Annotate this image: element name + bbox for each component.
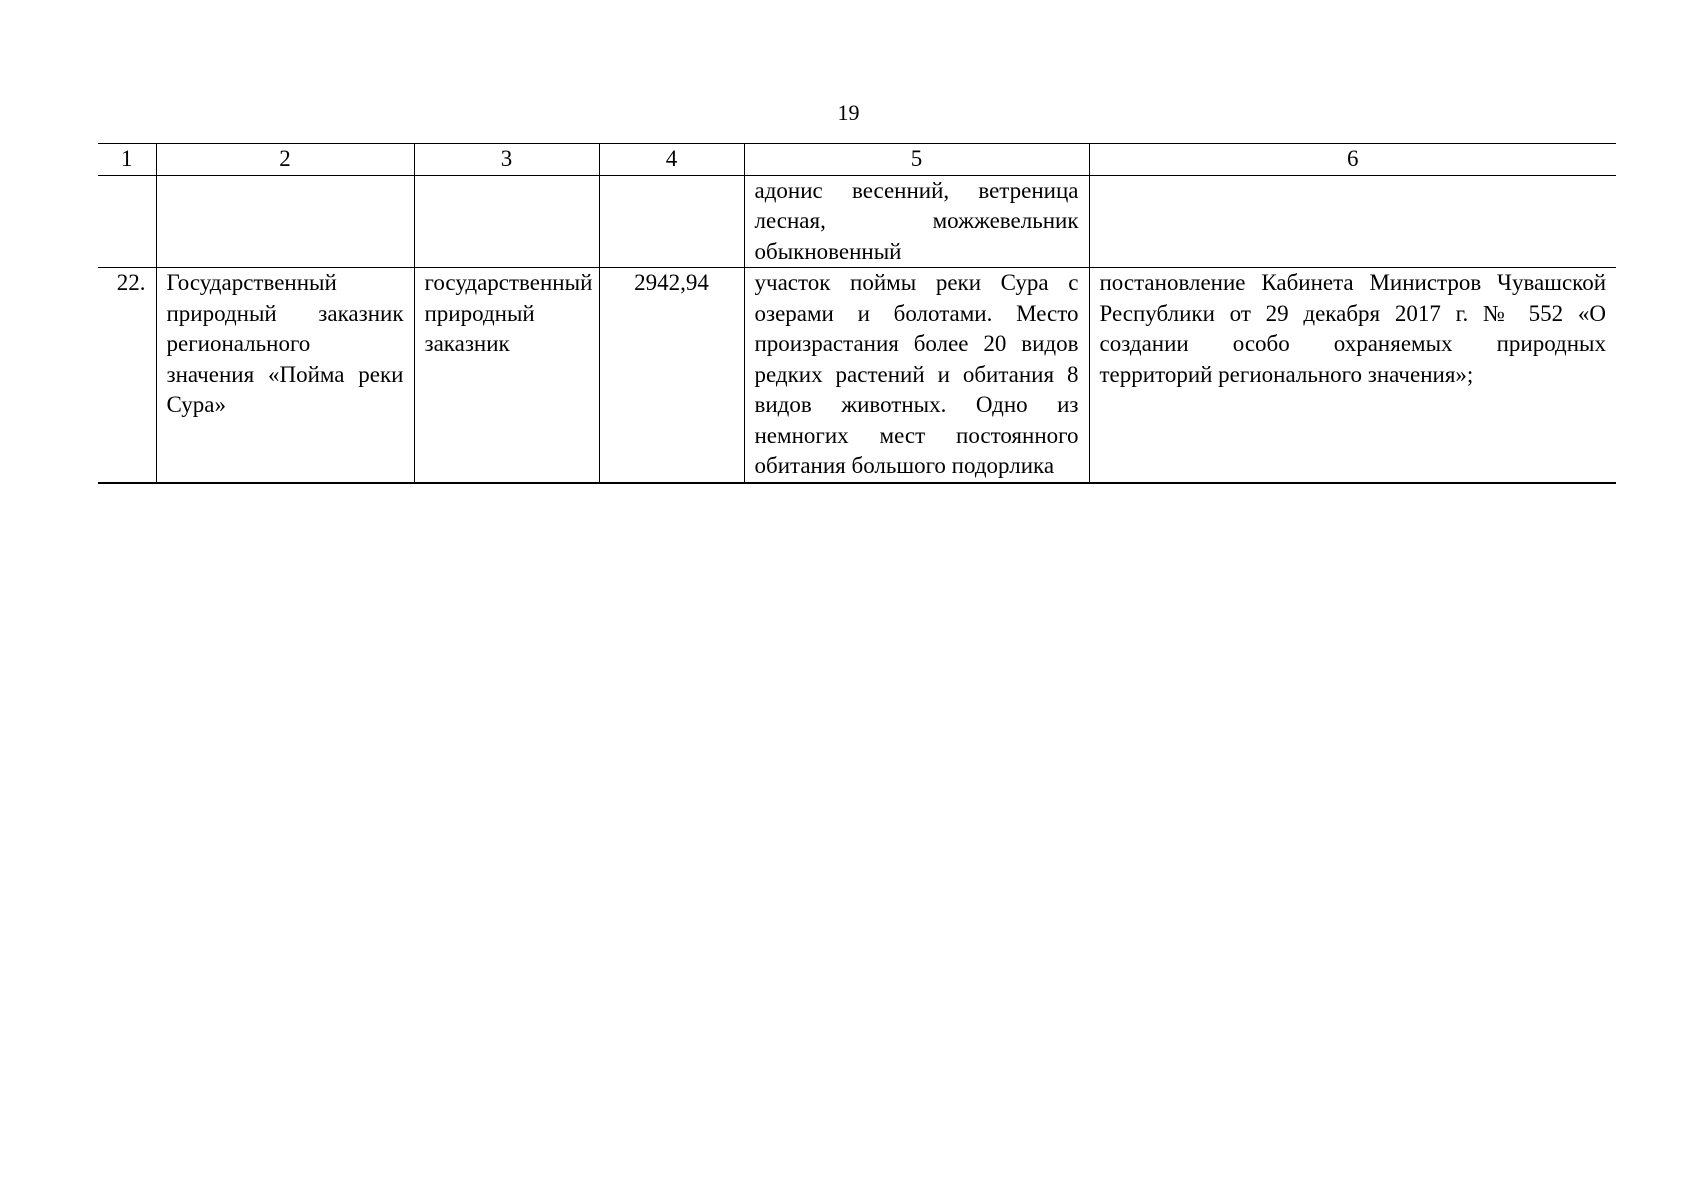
column-number-header-row — [98, 144, 1616, 176]
cell-legal-basis — [1089, 175, 1616, 268]
cell-description: адонис весенний, ветреница лесная, можжевельник обыкновенный — [744, 175, 1089, 268]
cell-description: участок поймы реки Сура с озерами и болотами. Место произрастания более 20 видов редких растений и обитания 8 видов животных. Одно из немногих мест постоянного обитания большого подорлика — [744, 268, 1089, 483]
table-row-22 — [98, 268, 1616, 483]
cell-category — [414, 175, 599, 268]
cell-name — [156, 175, 414, 268]
cell-number — [98, 175, 156, 268]
column-header-6: 6 — [1089, 144, 1616, 176]
cell-category: государственный природный заказник — [414, 268, 599, 483]
cell-area — [599, 175, 744, 268]
protected-areas-table — [98, 143, 1616, 484]
column-header-1: 1 — [98, 144, 156, 176]
cell-number: 22. — [98, 268, 156, 483]
column-header-5: 5 — [744, 144, 1089, 176]
column-header-2: 2 — [156, 144, 414, 176]
page-number: 19 — [837, 100, 860, 125]
cell-name: Государственный природный заказник регионального значения «Пойма реки Сура» — [156, 268, 414, 483]
cell-area: 2942,94 — [599, 268, 744, 483]
table-row-continued — [98, 175, 1616, 268]
column-header-4: 4 — [599, 144, 744, 176]
column-header-3: 3 — [414, 144, 599, 176]
cell-legal-basis: постановление Кабинета Министров Чувашской Республики от 29 декабря 2017 г. № 552 «О создании особо охраняемых природных территорий регионального значения»; — [1089, 268, 1616, 483]
